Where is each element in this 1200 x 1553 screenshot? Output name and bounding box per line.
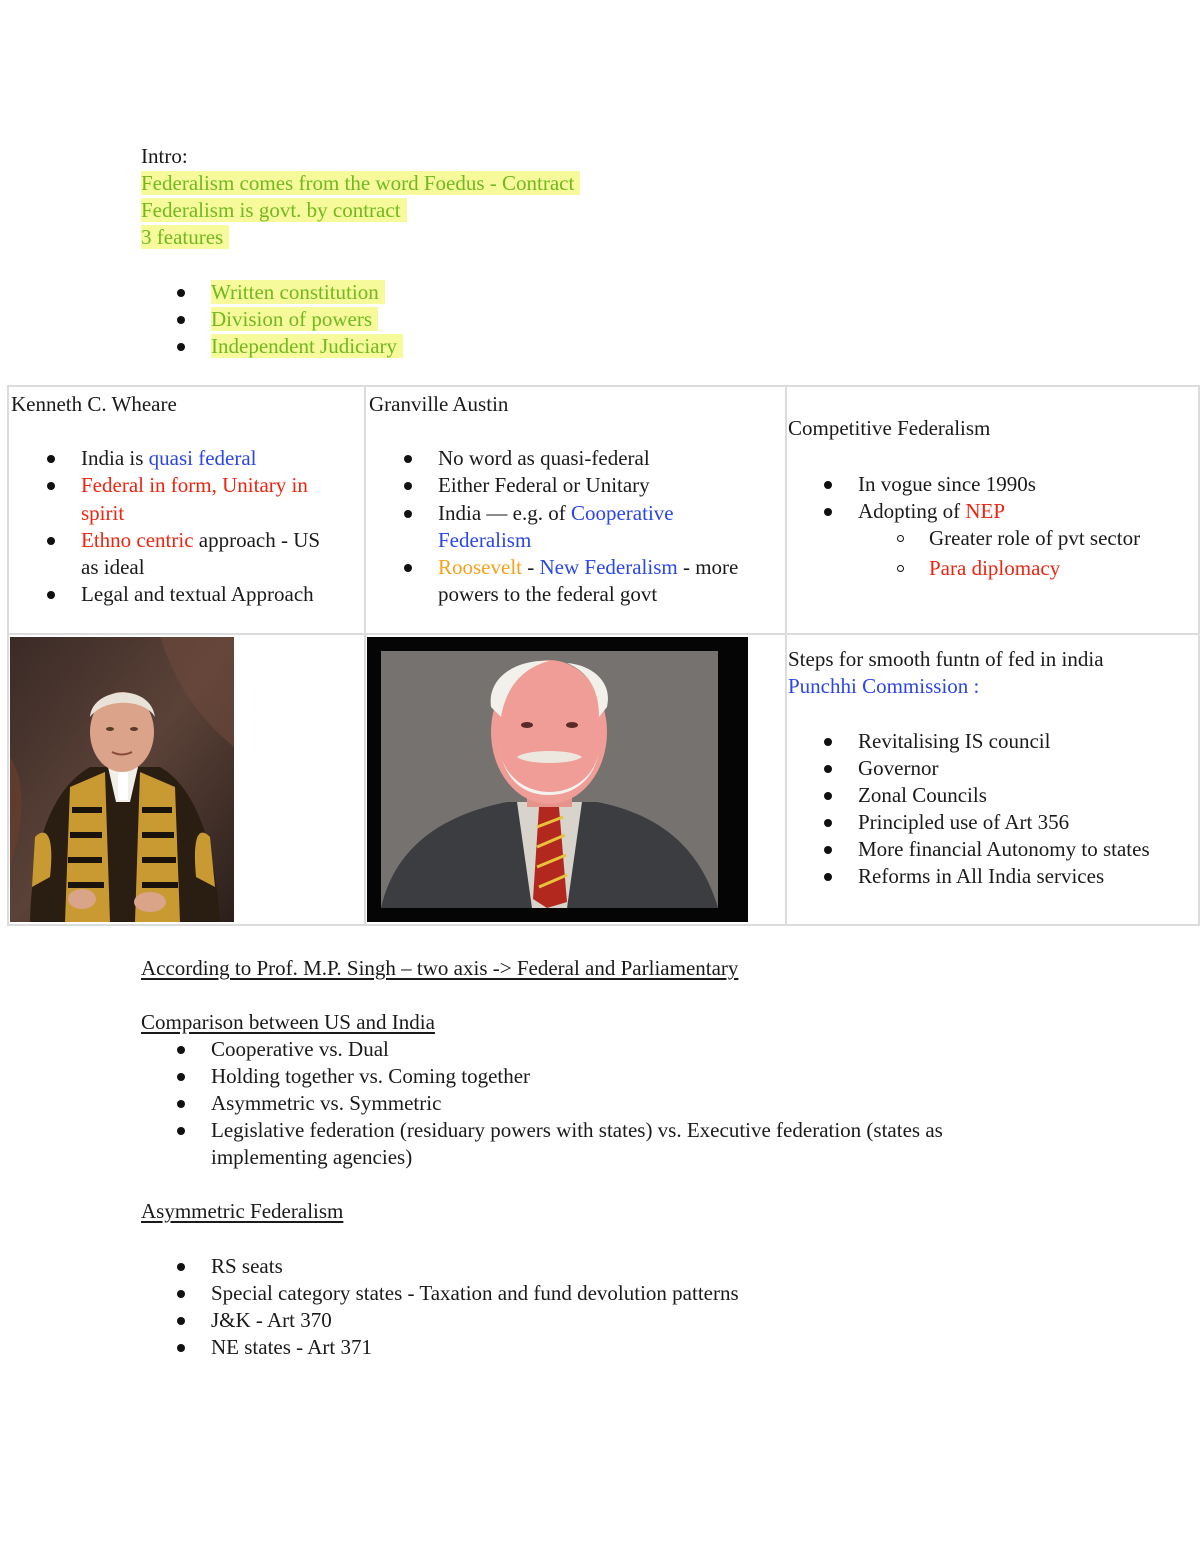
list-item: India — e.g. of Cooperative [438,500,738,527]
list-item-cont: powers to the federal govt [438,582,658,606]
punchhi-commission: Punchhi Commission : [788,674,980,698]
list-item: Roosevelt - New Federalism - more [438,555,739,579]
list-item: Legal and textual Approach [81,581,320,608]
features-list [211,279,403,360]
asymmetric-list [211,1253,739,1361]
comparison-list [211,1036,943,1171]
table-divider [785,385,787,926]
list-item: Special category states - Taxation and fund devolution patterns [211,1281,739,1305]
list-item: Greater role of pvt sector [929,526,1141,550]
competitive-title: Competitive Federalism [788,416,991,440]
list-item: Cooperative vs. Dual [211,1036,943,1063]
list-item: Independent Judiciary [211,333,403,360]
list-item: Adopting of NEP [858,498,1140,525]
cell-competitive [788,415,1140,582]
list-item: Principled use of Art 356 [858,809,1150,836]
list-item: RS seats [211,1253,739,1280]
austin-title: Granville Austin [369,392,509,416]
competitive-list [788,471,1140,525]
steps-title: Steps for smooth funtn of fed in india [788,647,1104,671]
wheare-title: Kenneth C. Wheare [11,392,177,416]
list-item: Federal in form, Unitary in [81,472,320,499]
list-item: In vogue since 1990s [858,471,1140,498]
list-item: Written constitution [211,279,403,306]
list-item: Revitalising IS council [858,728,1150,755]
list-item: J&K - Art 370 [211,1307,739,1334]
singh-heading: According to Prof. M.P. Singh – two axis -> Federal and Parliamentary [141,956,739,980]
list-item: No word as quasi-federal [438,445,738,472]
intro-line-2: Federalism is govt. by contract [141,198,407,222]
asymmetric-heading: Asymmetric Federalism [141,1199,344,1223]
wheare-list [11,445,320,608]
intro-line-3: 3 features [141,225,229,249]
portrait-wheare [10,637,234,922]
portrait-austin [367,637,748,922]
cell-austin [369,391,738,608]
list-item-cont: as ideal [81,555,145,579]
list-item: Either Federal or Unitary [438,472,738,499]
list-item: Governor [858,755,1150,782]
list-item: More financial Autonomy to states [858,837,1150,861]
table-divider [7,633,1200,635]
list-item: Division of powers [211,306,403,333]
list-item-cont: spirit [81,501,125,525]
intro-heading: Intro: [141,144,188,168]
cell-steps [788,646,1150,890]
list-item: India is quasi federal [81,445,320,472]
list-item: Ethno centric approach - US [81,528,321,552]
list-item-cont: implementing agencies) [211,1145,413,1169]
intro-line-1: Federalism comes from the word Foedus - Contract [141,171,580,195]
list-item: Para diplomacy [929,555,1140,582]
list-item: Zonal Councils [858,782,1150,809]
list-item-cont: Federalism [438,528,532,552]
list-item: NE states - Art 371 [211,1334,739,1361]
comparison-heading: Comparison between US and India [141,1010,435,1034]
list-item: Asymmetric vs. Symmetric [211,1090,943,1117]
steps-list [788,728,1150,890]
list-item: Reforms in All India services [858,863,1150,890]
list-item: Legislative federation (residuary powers with states) vs. Executive federation (states as [211,1118,943,1142]
competitive-sublist [788,525,1140,582]
austin-list [369,445,738,608]
table-divider [364,385,366,926]
list-item: Holding together vs. Coming together [211,1063,943,1090]
cell-wheare [11,391,320,608]
